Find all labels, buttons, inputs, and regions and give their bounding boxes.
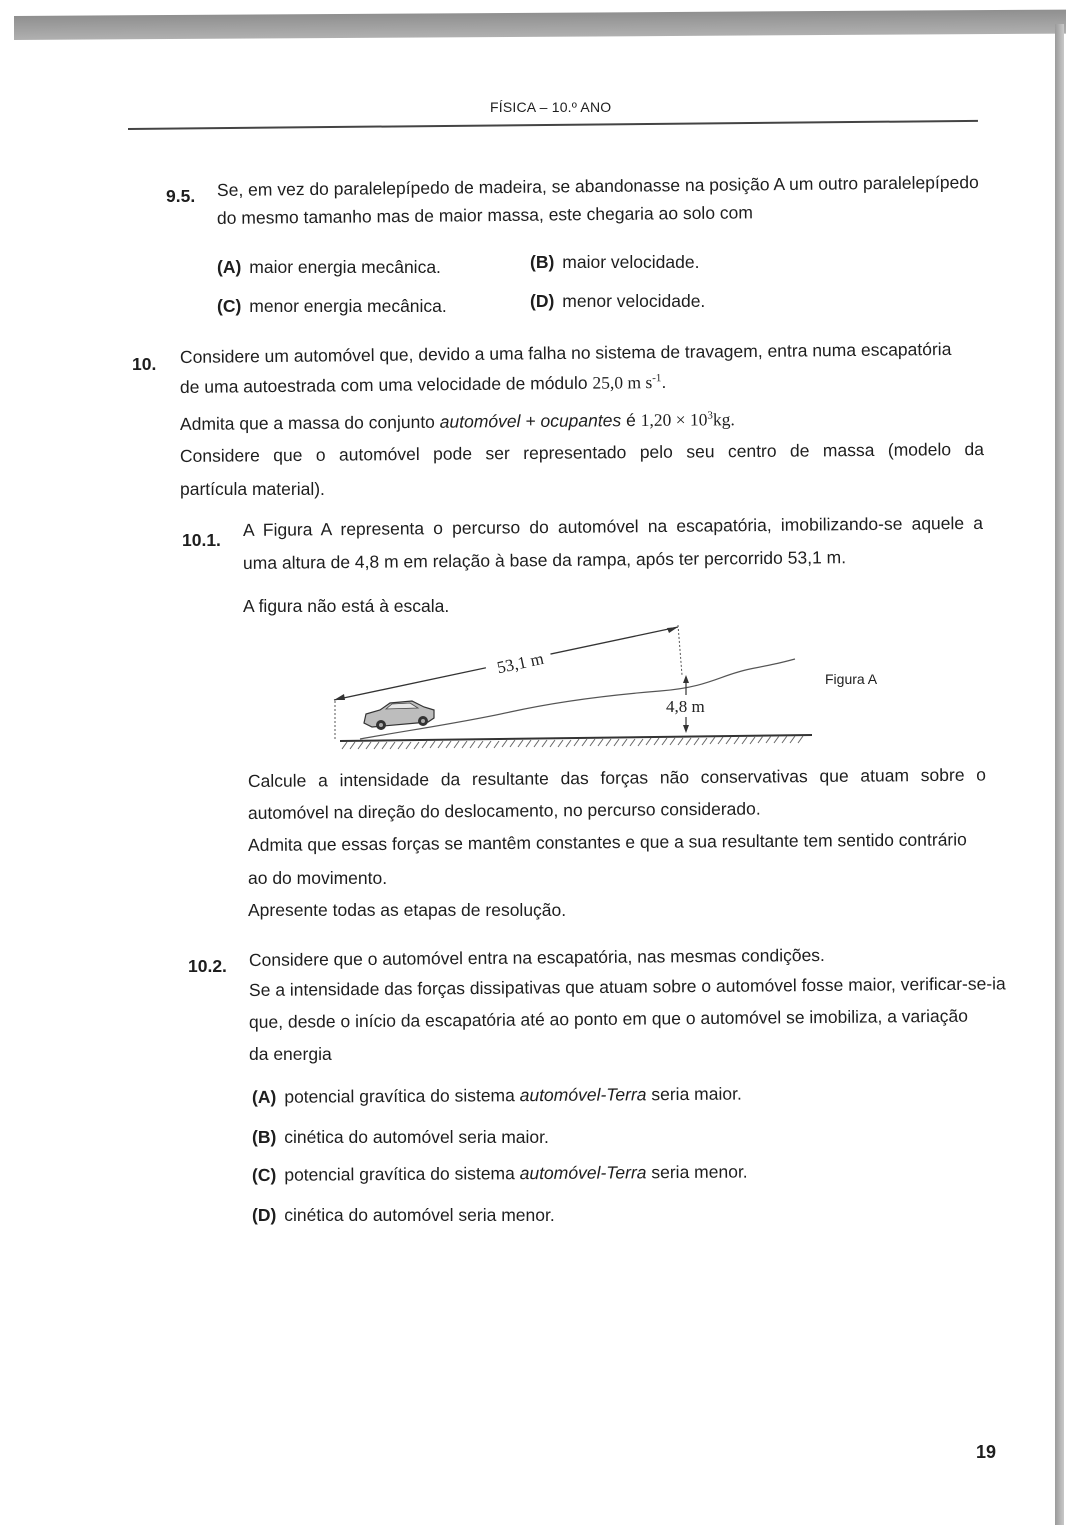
option-letter: (A)	[251, 1086, 277, 1107]
option-text: potencial gravítica do sistema	[284, 1085, 520, 1107]
option-text: potencial gravítica do sistema	[284, 1163, 520, 1185]
question-number: 10.2.	[188, 956, 227, 976]
question-text-line	[180, 409, 735, 435]
distance-arrow-right	[667, 627, 678, 633]
question-text-line: Se, em vez do paralelepípedo de madeira, se abandonasse na posição A um outro paralelepípedo	[216, 172, 979, 200]
task-text-line: ao do movimento.	[248, 868, 388, 888]
question-text-line: partícula material).	[180, 479, 325, 499]
option-text: maior energia mecânica.	[249, 257, 441, 277]
distance-label: 53,1 m	[495, 648, 546, 678]
question-text-line: Considere que o automóvel entra na escapatória, nas mesmas condições.	[248, 944, 825, 970]
question-text-line: da energia	[249, 1044, 332, 1064]
italic-term: automóvel + ocupantes	[439, 410, 622, 432]
question-text-line: uma altura de 4,8 m em relação à base da rampa, após ter percorrido 53,1 m.	[242, 547, 847, 573]
ground-line	[340, 735, 812, 741]
mass-unit: kg.	[712, 409, 735, 430]
height-label: 4,8 m	[666, 697, 705, 716]
option-a[interactable]	[217, 257, 441, 278]
option-a[interactable]	[252, 1084, 742, 1108]
option-d[interactable]	[530, 291, 705, 312]
text-fragment: de uma autoestrada com uma velocidade de módulo	[179, 372, 593, 397]
option-letter: (D)	[252, 1205, 277, 1225]
extension-line-right	[678, 625, 682, 675]
task-text-line: Admita que essas forças se mantêm constantes e que a sua resultante tem sentido contrário	[247, 829, 967, 855]
text-fragment: é	[621, 409, 641, 431]
option-letter: (B)	[530, 252, 555, 272]
option-text: seria menor.	[646, 1161, 748, 1183]
option-text: menor energia mecânica.	[249, 296, 447, 316]
question-text-line: que, desde o início da escapatória até ao ponto em que o automóvel se imobiliza, a variação	[248, 1005, 968, 1032]
task-text-line: Apresente todas as etapas de resolução.	[248, 900, 567, 920]
option-text: cinética do automóvel seria menor.	[284, 1205, 555, 1225]
option-d[interactable]	[252, 1205, 555, 1226]
header-divider	[128, 120, 978, 130]
car-icon	[364, 701, 434, 730]
text-fragment: .	[661, 371, 667, 392]
figure-a-ramp-diagram	[320, 615, 900, 755]
option-text: seria maior.	[646, 1083, 742, 1105]
option-b[interactable]	[530, 252, 699, 273]
option-c[interactable]	[217, 296, 447, 317]
figure-caption: Figura A	[825, 671, 878, 687]
mass-value: 1,20 × 10	[640, 409, 708, 430]
task-text-line: Calcule a intensidade da resultante das forças não conservativas que atuam sobre o	[247, 764, 987, 791]
page-number: 19	[976, 1442, 997, 1462]
scan-right-edge	[1055, 24, 1064, 1525]
scan-top-edge	[14, 10, 1066, 40]
scale-note: A figura não está à escala.	[243, 596, 450, 616]
italic-term: automóvel-Terra	[519, 1162, 647, 1184]
distance-arrow-left	[334, 694, 345, 700]
task-text-line: automóvel na direção do deslocamento, no percurso considerado.	[247, 798, 761, 823]
option-text: maior velocidade.	[562, 252, 700, 272]
text-fragment: Admita que a massa do conjunto	[179, 411, 440, 434]
option-letter: (D)	[530, 291, 555, 311]
option-text: cinética do automóvel seria maior.	[284, 1127, 549, 1147]
question-text-line: Considere um automóvel que, devido a uma falha no sistema de travagem, entra numa escapatória	[179, 338, 952, 367]
option-letter: (A)	[217, 257, 242, 277]
height-arrow-down	[683, 725, 689, 733]
option-letter: (C)	[251, 1164, 277, 1185]
velocity-value: 25,0 m s	[592, 372, 653, 393]
option-b[interactable]	[252, 1127, 549, 1148]
mass-exponent: 3	[707, 409, 713, 422]
option-text: menor velocidade.	[562, 291, 706, 311]
question-number: 9.5.	[166, 186, 196, 206]
italic-term: automóvel-Terra	[519, 1084, 647, 1106]
page-header-title: FÍSICA – 10.º ANO	[490, 99, 612, 115]
ramp-surface	[360, 659, 795, 739]
question-text-line	[180, 372, 667, 398]
height-arrow-up	[683, 675, 689, 683]
question-text-line: Se a intensidade das forças dissipativas que atuam sobre o automóvel fosse maior, verificar-se-ia	[248, 973, 1006, 1000]
option-c[interactable]	[252, 1162, 748, 1186]
velocity-exponent: -1	[652, 372, 662, 385]
option-letter: (C)	[217, 296, 242, 316]
question-text-line: Considere que o automóvel pode ser representado pelo seu centro de massa (modelo da	[179, 438, 985, 466]
question-text-line: A Figura A representa o percurso do automóvel na escapatória, imobilizando-se aquele a	[242, 512, 984, 540]
question-text-line: do mesmo tamanho mas de maior massa, este chegaria ao solo com	[216, 202, 754, 228]
option-letter: (B)	[252, 1127, 277, 1147]
question-number: 10.1.	[182, 530, 221, 550]
question-number: 10.	[132, 354, 157, 374]
